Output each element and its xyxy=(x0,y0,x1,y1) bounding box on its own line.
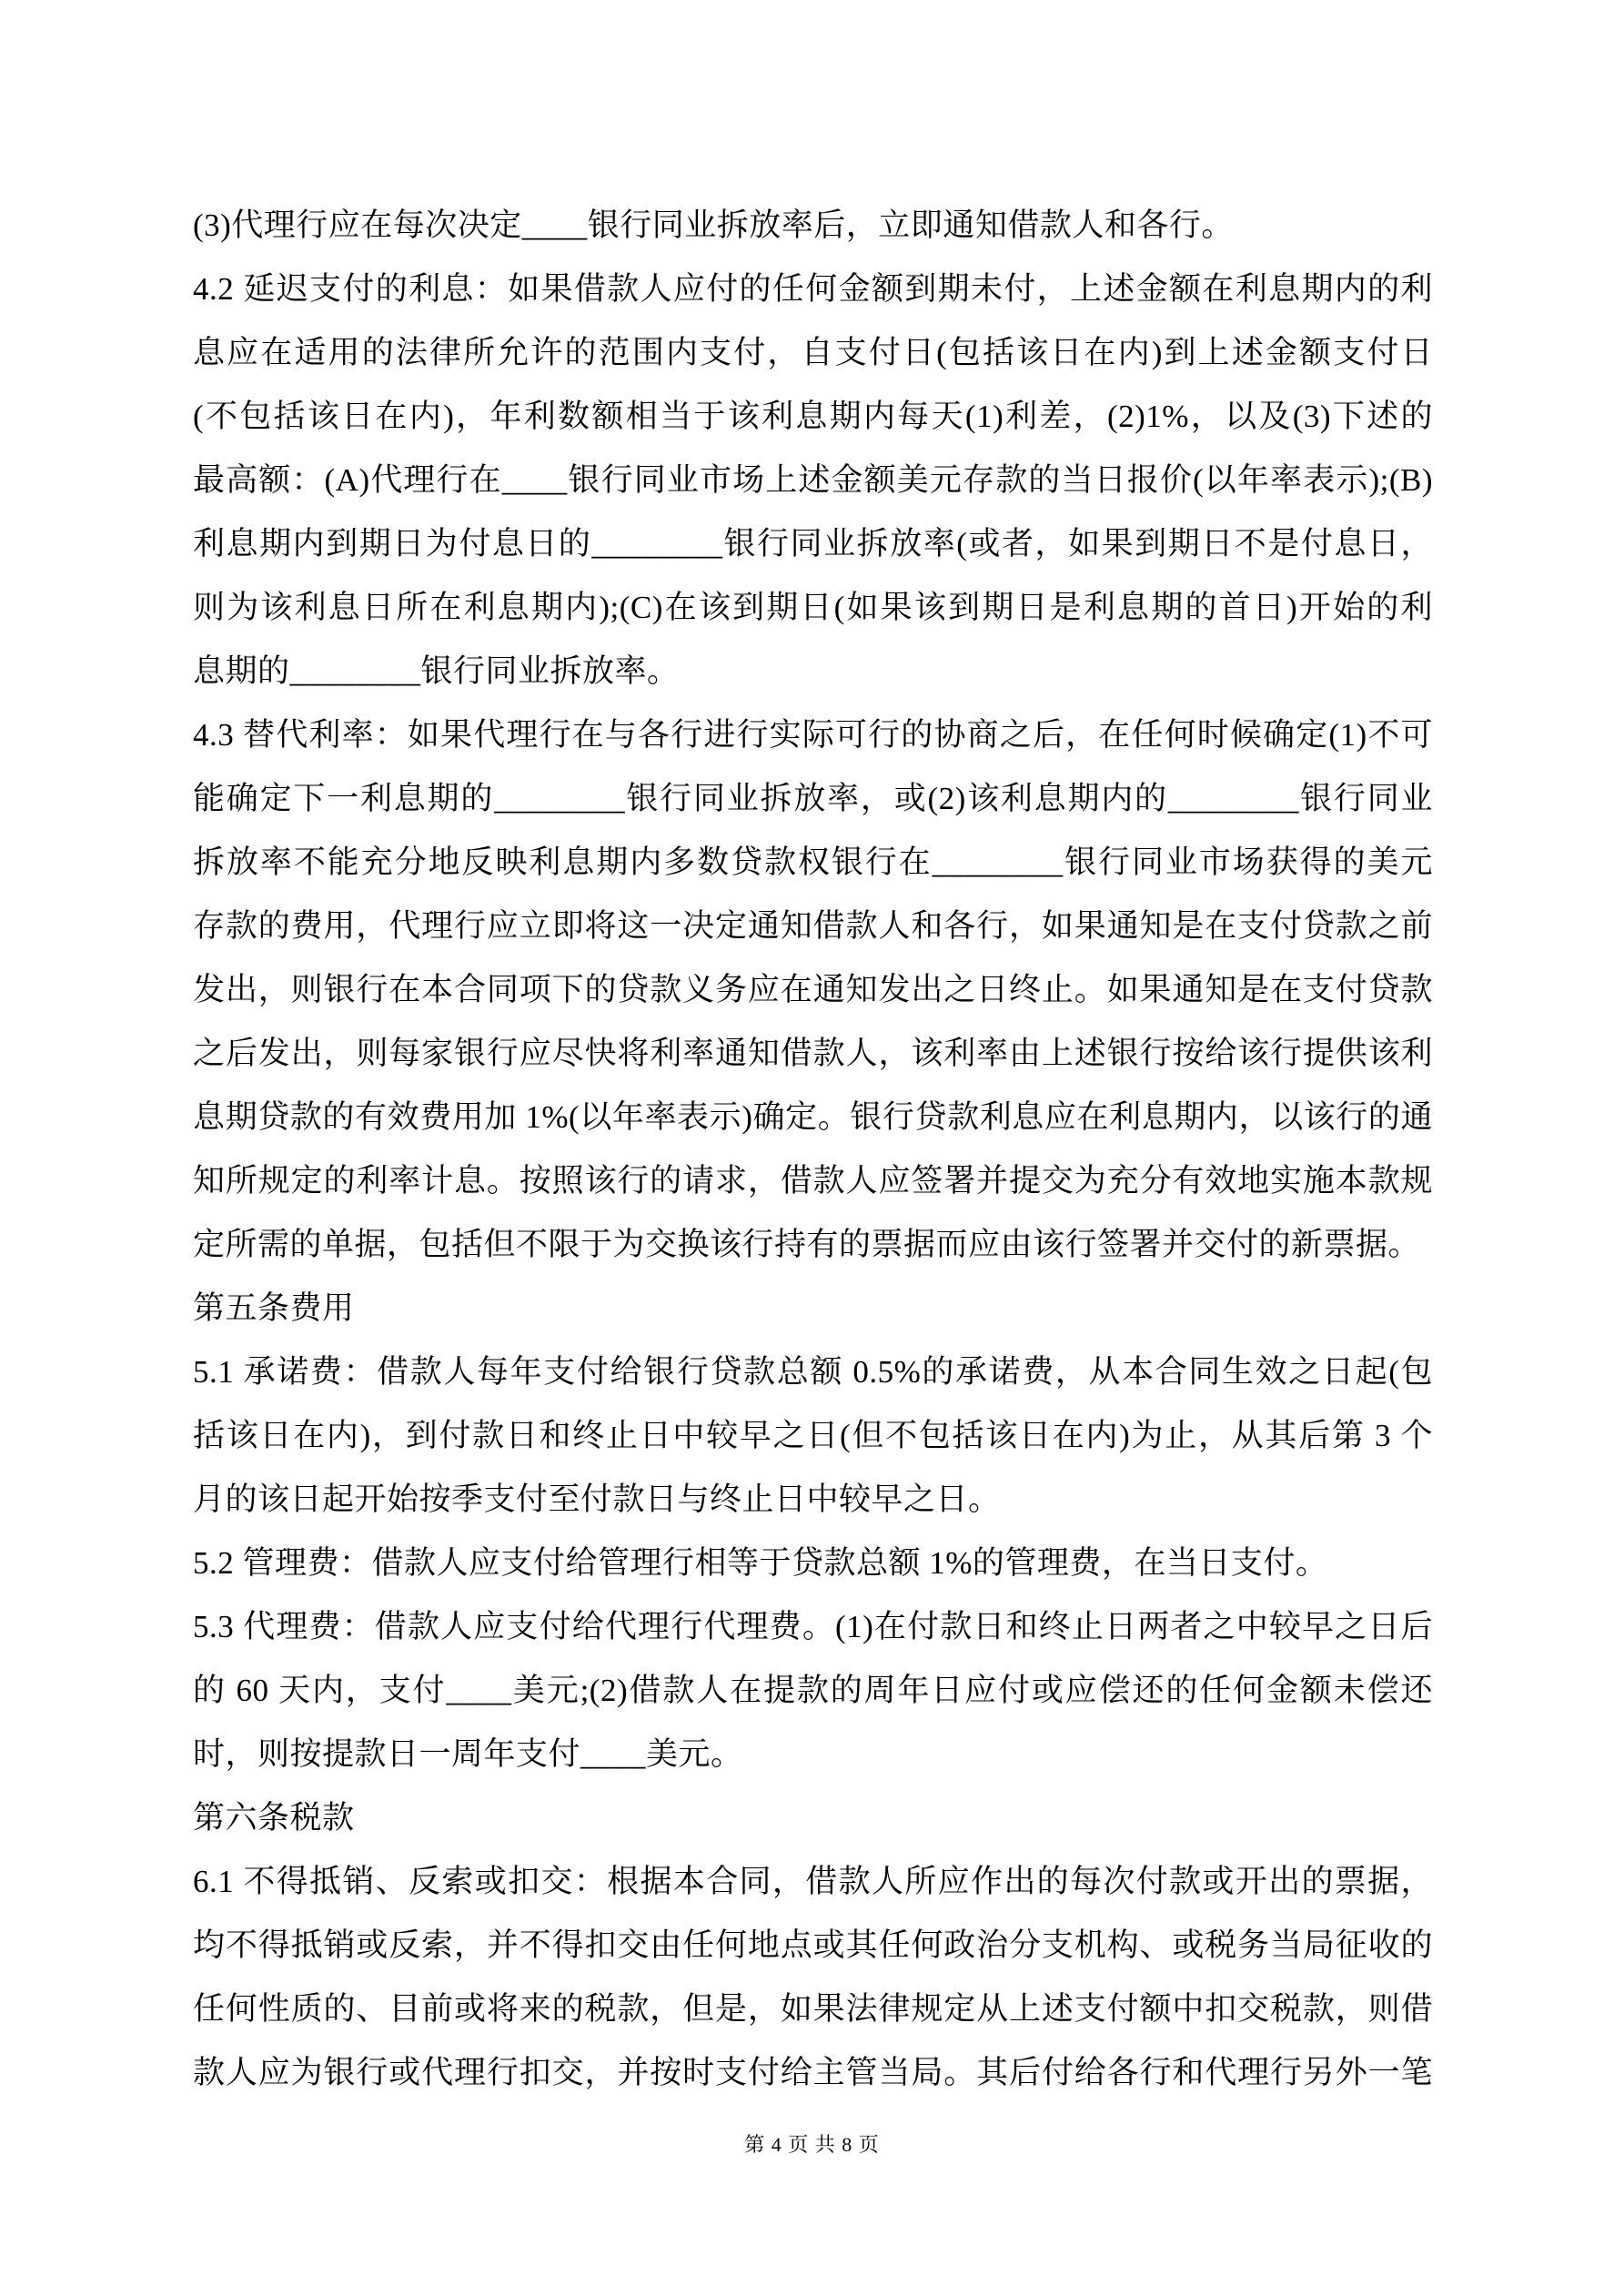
section-heading: 第五条费用 xyxy=(193,1290,355,1326)
text-line: (3)代理行应在每次决定____银行同业拆放率后，立即通知借款人和各行。 xyxy=(193,207,1234,243)
text-line: 4.2 延迟支付的利息：如果借款人应付的任何金额到期未付，上述金额在利息期内的利 xyxy=(193,271,1433,307)
text-line: 拆放率不能充分地反映利息期内多数贷款权银行在________银行同业市场获得的美元 xyxy=(193,845,1433,880)
text-line: 4.3 替代利率：如果代理行在与各行进行实际可行的协商之后，在任何时候确定(1)不可 xyxy=(193,717,1433,753)
contract-body xyxy=(193,194,1433,2105)
section-heading: 第六条税款 xyxy=(193,1800,355,1836)
text-line: 息期的________银行同业拆放率。 xyxy=(193,653,680,689)
text-line: (不包括该日在内)，年利数额相当于该利息期内每天(1)利差，(2)1%，以及(3)下述的 xyxy=(193,399,1433,434)
text-line: 存款的费用，代理行应立即将这一决定通知借款人和各行，如果通知是在支付贷款之前 xyxy=(193,908,1433,944)
text-line: 之后发出，则每家银行应尽快将利率通知借款人，该利率由上述银行按给该行提供该利 xyxy=(193,1036,1433,1071)
text-line: 月的该日起开始按季支付至付款日与终止日中较早之日。 xyxy=(193,1482,1001,1517)
text-line: 发出，则银行在本合同项下的贷款义务应在通知发出之日终止。如果通知是在支付贷款 xyxy=(193,972,1433,1007)
page-footer: 第 4 页 共 8 页 xyxy=(744,2133,880,2156)
text-line: 最高额：(A)代理行在____银行同业市场上述金额美元存款的当日报价(以年率表示);(B) xyxy=(193,462,1433,498)
text-line: 任何性质的、目前或将来的税款，但是，如果法律规定从上述支付额中扣交税款，则借 xyxy=(193,1991,1433,2027)
text-line: 能确定下一利息期的________银行同业拆放率，或(2)该利息期内的________银行同业 xyxy=(193,781,1433,816)
text-line: 则为该利息日所在利息期内);(C)在该到期日(如果该到期日是利息期的首日)开始的利 xyxy=(193,590,1433,625)
text-line: 5.2 管理费：借款人应支付给管理行相等于贷款总额 1%的管理费，在当日支付。 xyxy=(193,1545,1328,1581)
text-line: 利息期内到期日为付息日的________银行同业拆放率(或者，如果到期日不是付息日， xyxy=(193,526,1433,561)
text-line: 知所规定的利率计息。按照该行的请求，借款人应签署并提交为充分有效地实施本款规 xyxy=(193,1163,1433,1199)
text-line: 的 60 天内，支付____美元;(2)借款人在提款的周年日应付或应偿还的任何金额未偿还 xyxy=(193,1673,1433,1708)
text-line: 息应在适用的法律所允许的范围内支付，自支付日(包括该日在内)到上述金额支付日 xyxy=(193,335,1433,370)
text-line: 款人应为银行或代理行扣交，并按时支付给主管当局。其后付给各行和代理行另外一笔 xyxy=(193,2055,1433,2090)
text-line: 定所需的单据，包括但不限于为交换该行持有的票据而应由该行签署并交付的新票据。 xyxy=(193,1227,1421,1262)
text-line: 均不得抵销或反索，并不得扣交由任何地点或其任何政治分支机构、或税务当局征收的 xyxy=(193,1927,1433,1963)
text-line: 5.1 承诺费：借款人每年支付给银行贷款总额 0.5%的承诺费，从本合同生效之日起(包 xyxy=(193,1354,1433,1390)
text-line: 息期贷款的有效费用加 1%(以年率表示)确定。银行贷款利息应在利息期内，以该行的通 xyxy=(193,1099,1433,1135)
text-line: 6.1 不得抵销、反索或扣交：根据本合同，借款人所应作出的每次付款或开出的票据， xyxy=(193,1864,1433,1899)
text-line: 时，则按提款日一周年支付____美元。 xyxy=(193,1736,743,1772)
text-line: 括该日在内)，到付款日和终止日中较早之日(但不包括该日在内)为止，从其后第 3 个 xyxy=(193,1418,1433,1453)
text-line: 5.3 代理费：借款人应支付给代理行代理费。(1)在付款日和终止日两者之中较早之日后 xyxy=(193,1609,1433,1644)
